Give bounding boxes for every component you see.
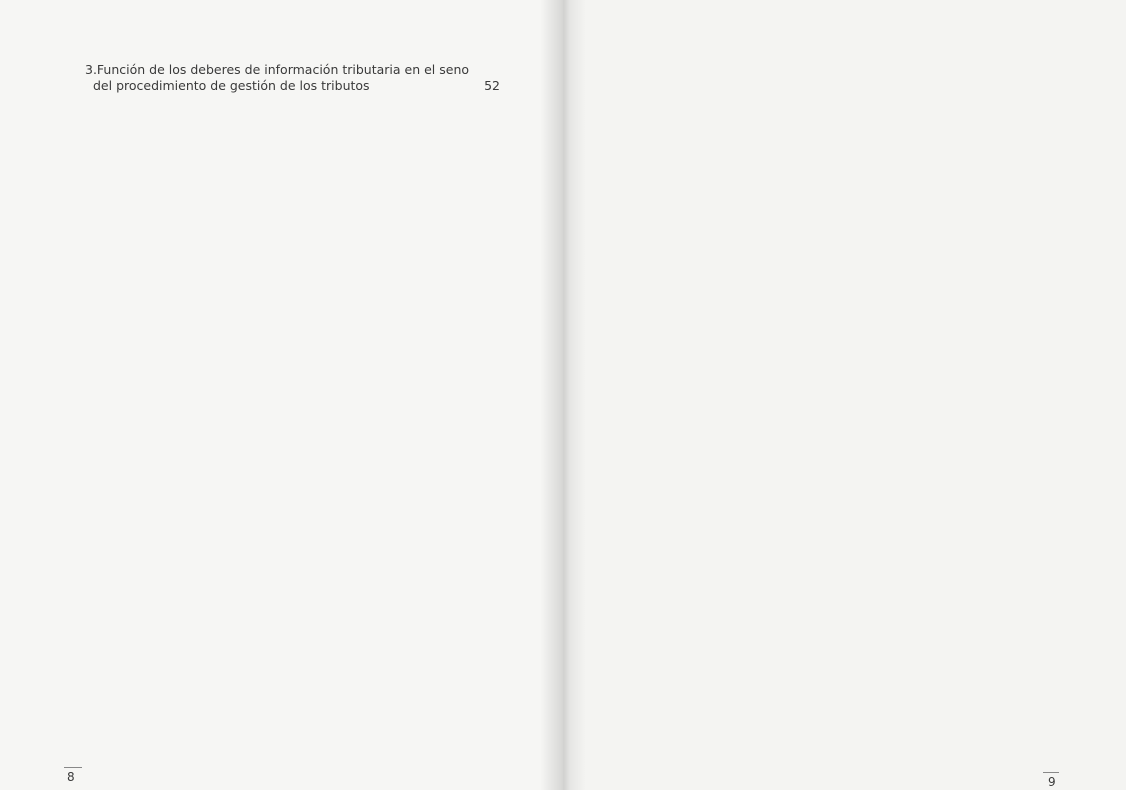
toc-entry-line: 3.Función de los deberes de información tributaria en el seno <box>85 62 470 77</box>
page-number: 8 <box>67 770 75 784</box>
toc-page-number: 52 <box>484 78 500 93</box>
folio-rule <box>1043 772 1059 773</box>
page-number: 9 <box>1048 775 1056 789</box>
toc-entry <box>85 62 500 94</box>
right-page <box>563 0 1126 790</box>
book-gutter-shadow <box>540 0 586 790</box>
toc-entry-line: del procedimiento de gestión de los tributos <box>93 78 370 93</box>
folio-rule <box>64 767 82 768</box>
